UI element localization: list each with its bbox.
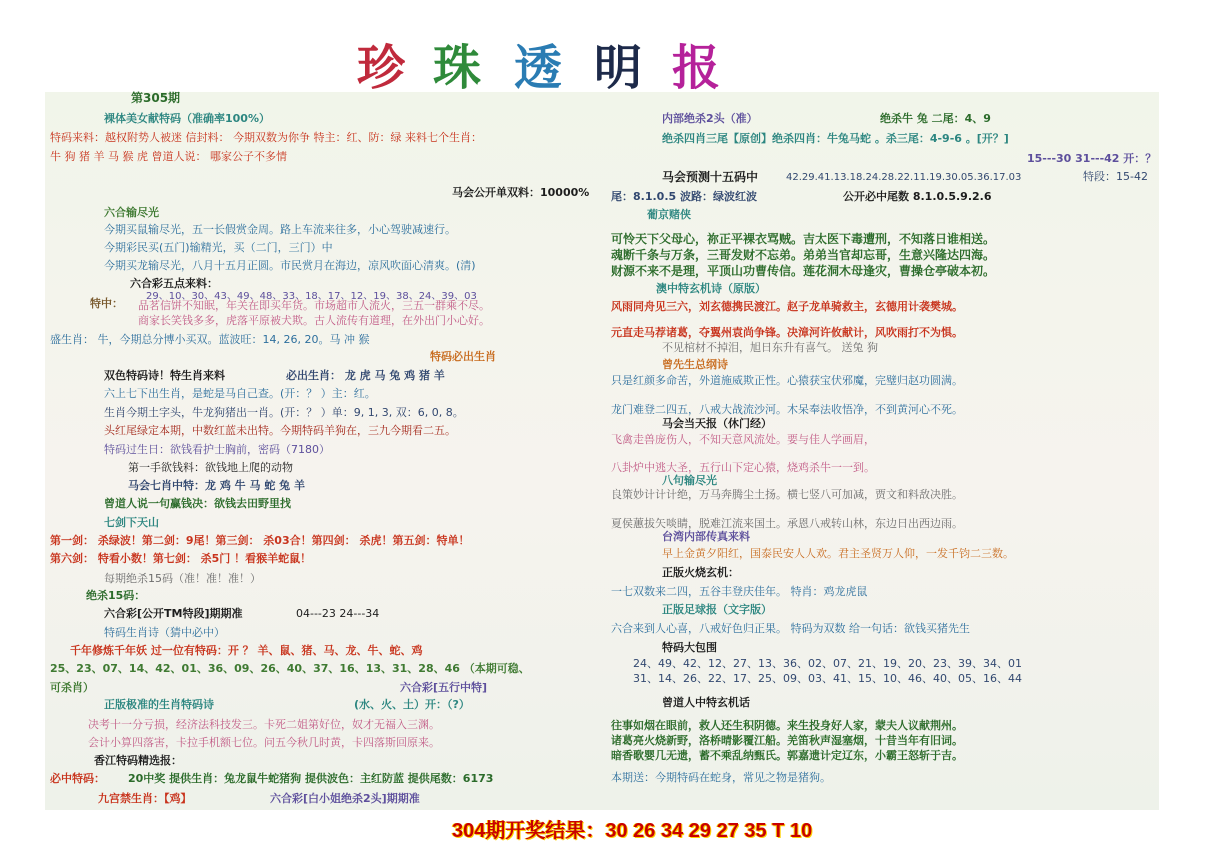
left-text: 29、10、30、43、49、48、33、18、17、12、19、38、24、39、03 [146,291,477,302]
left-text: 第一手欲钱料：欲钱地上爬的动物 [128,461,293,474]
left-text: 04---23 24---34 [296,607,380,620]
right-text: 魂断千条与万条，三哥发财不忘弟。弟弟当官却忘哥，生意兴隆达四海。 [611,248,996,262]
right-heading: 葡京赌侠 [647,208,691,221]
title-char: 珠 [433,40,482,96]
left-text: 特码过生日：欲钱看护士胸前，密码（7180） [104,443,330,456]
left-heading: 双色特码诗！特生肖来料 [104,369,225,382]
right-text: 尾：8.1.0.5 波路：绿波红波 [611,190,757,203]
left-heading: 裸体美女献特码（准确率100%） [104,112,270,125]
right-heading: 八句输尽光 [662,474,717,487]
left-text: 今期彩民买(五门)输精光，买（二门，三门）中 [104,241,333,254]
draw-result: 304期开奖结果：30 26 34 29 27 35 T 10 [452,820,813,842]
left-text: 特中： [90,297,123,310]
left-text: 品茗信饼不知眠，年关在即买年货。市场超市人流火，三五一群乘不尽。 [138,299,490,312]
left-heading: 七剑下天山 [104,516,159,529]
right-text: 15---30 31---42 开：？ [1027,152,1157,165]
right-text: 暗香歌婴几无遗，蓄不乘乱纳甄氏。郭嘉遗计定辽东，小霸王怒斩于吉。 [611,749,963,762]
left-heading: 正版极准的生肖特码诗 [104,698,214,711]
right-heading: 马会当天报（休门经） [662,417,772,430]
left-text: 必中特码： [50,772,105,785]
right-text: 只是红颜多命苦，外道施威欺正性。心猿获宝伏邪魔，完璧归赵功圆满。 [611,374,963,387]
left-heading: 六合彩[公开TM特段]期期准 [104,607,243,620]
right-heading: 正版足球报（文字版） [662,603,772,616]
right-text: 风雨同舟见三六，刘玄德携民渡江。赵子龙单骑救主，玄德用计袭樊城。 [611,300,963,313]
right-text: 31、14、26、22、17、25、09、03、41、15、10、46、40、05、16、44 [633,672,1022,685]
left-text: 每期绝杀15码（准！准！准！） [104,572,261,585]
right-text: 夏侯蕙拔矢啖睛，脱难江流来国土。承恩八戒转山林，东边日出西边雨。 [611,517,963,530]
left-text: 生肖今期土字头，牛龙狗猪出一肖。(开：？ ）单：9, 1, 3, 双：6, 0, 8。 [104,406,464,419]
issue-number: 第305期 [131,91,181,105]
left-text: 今期买龙输尽光，八月十五月正圆。市民赏月在海边，凉风吹面心清爽。(清) [104,259,476,272]
right-text: 财源不来不是理，平顶山功曹传信。莲花洞木母逢灾，曹操仓亭破本初。 [611,264,996,278]
right-text: 特段：15-42 [1083,170,1148,183]
right-text: 一七双数来二四，五谷丰登庆佳年。 特肖：鸡龙虎鼠 [611,585,868,598]
left-text: 会计小算四落害，卡拉手机额七位。问五今秋几时黄，卡四落斯回原来。 [88,736,440,749]
title-char: 明 [594,40,643,96]
left-text: 25、23、07、14、42、01、36、09、26、40、37、16、13、31、28、46 （本期可稳、 [50,662,530,675]
right-text: 早上金黄夕阳红，国泰民安人人欢。君主圣贤万人仰，一发千钧二三数。 [662,547,1014,560]
left-text: 特码来料：越权附势人被迷 信封料： 今期双数为你争 特主：红、防：绿 来料七个生肖： [50,131,482,144]
left-text: 六合彩[白小姐绝杀2头]期期准 [270,792,420,805]
left-text: (水、火、土）开：（?） [354,698,470,711]
right-text: 飞禽走兽庞伤人，不知天意风流处。要与佳人学画眉， [611,433,875,446]
left-heading: 特码必出生肖 [430,350,496,363]
right-text: 龙门难登二四五，八戒大战流沙河。木呆奉法收悟净，不到黄河心不死。 [611,403,963,416]
left-text: 第六剑： 特看小数！第七剑： 杀5门 ！看猴羊蛇鼠！ [50,552,312,565]
left-text: 六上七下出生肖，是蛇是马自己查。(开：？ ）主：红。 [104,387,376,400]
left-text: 商家长笑钱多多，虎落平原被犬欺。古人流传有道理，在外出门小心好。 [138,314,490,327]
left-text: 可杀肖） [50,681,94,694]
left-text: 马会公开单双料：10000% [452,186,590,199]
right-text: 公开必中尾数 8.1.0.5.9.2.6 [843,190,992,203]
left-text: 曾道人说一句赢钱决：欲钱去田野里找 [104,497,291,510]
right-text: 24、49、42、12、27、13、36、02、07、21、19、20、23、39、34、01 [633,657,1022,670]
left-text: 必出生肖： 龙 虎 马 兔 鸡 猪 羊 [286,369,445,382]
title-char: 珍 [357,40,406,96]
right-text: 元直走马荐诸葛，夺翼州袁尚争锋。决漳河许攸献计，风吹雨打不为惧。 [611,326,963,339]
left-heading: 六合输尽光 [104,206,159,219]
left-heading: 香江特码精选报： [94,754,182,767]
right-text: 可怜天下父母心，祢正平裸衣骂贼。吉太医下毒遭刑，不知落日谁相送。 [611,232,996,246]
right-heading: 台湾内部传真来料 [662,530,750,543]
left-heading: 绝杀15码： [86,589,146,602]
left-text: 决考十一分亏损，经济法科技发三。卡死二姐第好位，奴才无福入三渊。 [88,718,440,731]
left-text: 盛生肖： 牛，今期总分博小买双。蓝波旺：14, 26, 20。马 冲 猴 [50,333,370,346]
right-heading: 曾道人中特玄机话 [662,696,750,709]
right-heading: 内部绝杀2头（准） [662,112,758,125]
right-text: 八卦炉中逃大圣，五行山下定心猿，烧鸡杀牛一一到。 [611,461,875,474]
right-text: 42.29.41.13.18.24.28.22.11.19.30.05.36.17.03 [786,172,1022,183]
right-text: 不见棺材不掉泪，旭日东升有喜气。 送兔 狗 [662,341,878,354]
right-text: 往事如烟在眼前，救人还生积阴德。来生投身好人家，蒙夫人议献荆州。 [611,719,963,732]
right-heading: 马会预测十五码中 [662,170,759,184]
right-text: 良策妙计计计绝，万马奔腾尘土扬。横七竖八可加减，贾文和料敌决胜。 [611,488,963,501]
left-text: 九宫禁生肖：【鸡】 [98,792,192,805]
left-text: 牛 狗 猪 羊 马 猴 虎 曾道人说： 哪家公子不多情 [50,150,287,163]
right-text: 诸葛亮火烧新野，洛桥晴影覆江船。羌笛秋声湿塞烟，十昔当年有旧词。 [611,734,963,747]
title-char: 报 [672,40,721,96]
left-text: 第一剑： 杀绿波！第二剑：9尾！第三剑： 杀03合！第四剑： 杀虎！第五剑：特单！ [50,534,470,547]
left-text: 六合彩[五行中特] [400,681,488,694]
left-text: 今期买鼠输尽光，五一长假赏金周。路上车流来往多，小心驾驶减速行。 [104,223,456,236]
left-text: 特码生肖诗（猜中必中） [104,626,225,639]
right-text: 六合来到人心喜，八戒好色归正果。 特码为双数 给一句话：欲钱买猪先生 [611,622,970,635]
right-text: 本期送：今期特码在蛇身，常见之物是猪狗。 [611,771,831,784]
title-char: 透 [514,40,563,96]
right-text: 绝杀四肖三尾【原创】绝杀四肖：牛兔马蛇 。杀三尾：4-9-6 。[开？] [662,132,1009,145]
right-heading: 澳中特玄机诗（原版） [656,282,766,295]
left-text: 马会七肖中特：龙 鸡 牛 马 蛇 兔 羊 [128,479,305,492]
right-heading: 曾先生总纲诗 [662,358,728,371]
left-text: 20中奖 提供生肖：兔龙鼠牛蛇猪狗 提供波色：主红防蓝 提供尾数：6173 [128,772,494,785]
right-text: 绝杀牛 兔 二尾：4、9 [880,112,991,125]
left-heading: 六合彩五点来料： [130,277,218,290]
right-heading: 正版火烧玄机： [662,566,739,579]
right-heading: 特码大包围 [662,641,717,654]
left-text: 头红尾绿定本期，中数红蓝未出特。今期特码羊狗在，三九今期看二五。 [104,424,456,437]
left-text: 千年修炼千年妖 过一位有特码：开 ？ 羊、鼠、猪、马、龙、牛、蛇、鸡 [70,644,423,657]
